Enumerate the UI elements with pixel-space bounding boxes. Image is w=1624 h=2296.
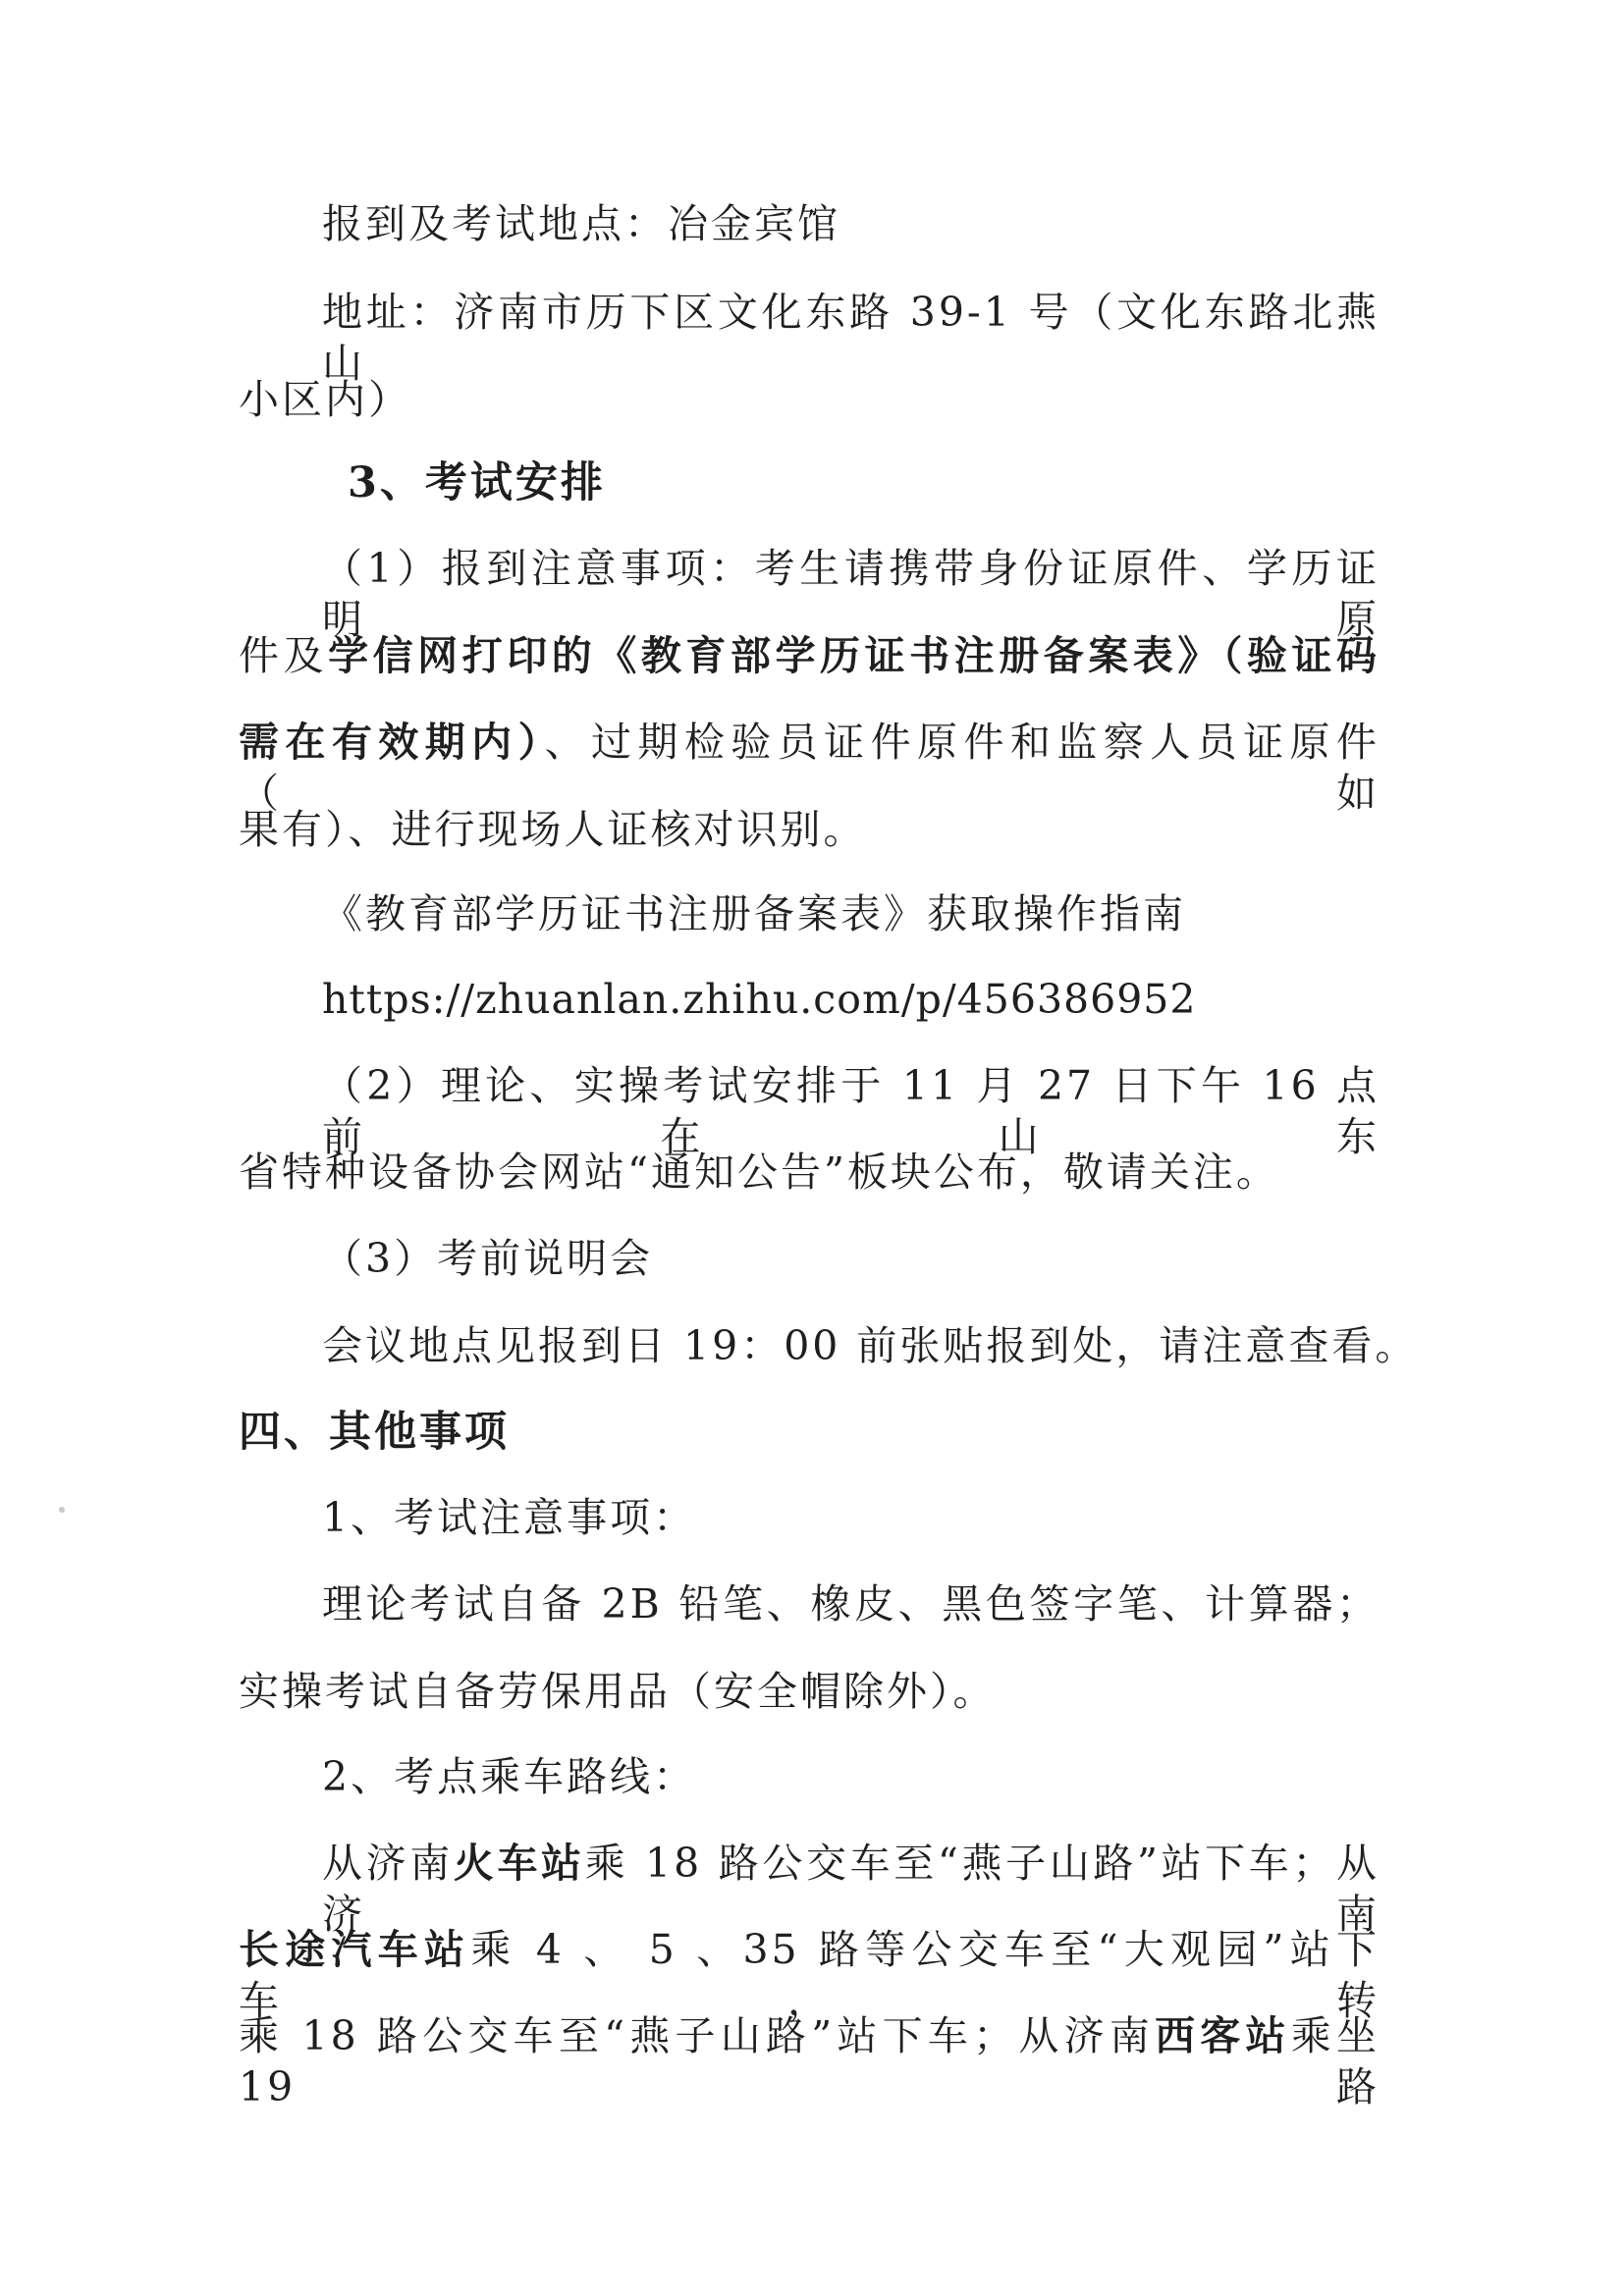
bus-route-title-line: 2、考点乘车路线： <box>322 1753 697 1800</box>
briefing-title-line: （3）考前说明会 <box>322 1235 654 1282</box>
schedule-line-1: （2）理论、实操考试安排于 11 月 27 日下午 16 点前在山东 <box>322 1062 1380 1160</box>
exam-supplies-line-1: 理论考试自备 2B 铅笔、橡皮、黑色签字笔、计算器； <box>322 1580 1380 1628</box>
briefing-location-line: 会议地点见报到日 19：00 前张贴报到处，请注意查看。 <box>322 1322 1419 1369</box>
exam-supplies-line-2: 实操考试自备劳保用品（安全帽除外）。 <box>239 1668 997 1715</box>
address-line-cont: 小区内） <box>239 376 411 423</box>
checkin-notes-line-1: （1）报到注意事项：考生请携带身份证原件、学历证明原 <box>322 545 1380 643</box>
section-exam-arrangement-heading: 3、考试安排 <box>348 458 606 507</box>
exam-notes-title-line: 1、考试注意事项： <box>322 1494 697 1541</box>
address-line: 地址：济南市历下区文化东路 39-1 号（文化东路北燕山 <box>322 289 1380 387</box>
checkin-notes-line-4: 果有）、进行现场人证核对识别。 <box>239 806 867 853</box>
guide-url-link[interactable]: https://zhuanlan.zhihu.com/p/456386952 <box>322 976 1197 1023</box>
section-other-matters-heading: 四、其他事项 <box>239 1408 510 1457</box>
guide-title-line: 《教育部学历证书注册备案表》获取操作指南 <box>322 890 1186 937</box>
schedule-line-2: 省特种设备协会网站“通知公告”板块公布，敬请关注。 <box>239 1148 1279 1196</box>
exam-venue-line: 报到及考试地点：冶金宾馆 <box>322 200 840 247</box>
checkin-notes-line-3: 需在有效期内）、过期检验员证件原件和监察人员证原件（如 <box>239 719 1380 817</box>
checkin-notes-line-2: 件及学信网打印的《教育部学历证书注册备案表》（验证码 <box>239 632 1380 679</box>
bus-route-line-1: 从济南火车站乘 18 路公交车至“燕子山路”站下车；从济南 <box>322 1840 1380 1938</box>
bus-route-line-3: 乘 18 路公交车至“燕子山路”站下车；从济南西客站乘坐 19 路 <box>239 2012 1380 2110</box>
scan-speck <box>59 1507 65 1513</box>
bus-route-line-2: 长途汽车站乘 4 、 5 、35 路等公交车至“大观园”站下车，转 <box>239 1926 1380 2024</box>
